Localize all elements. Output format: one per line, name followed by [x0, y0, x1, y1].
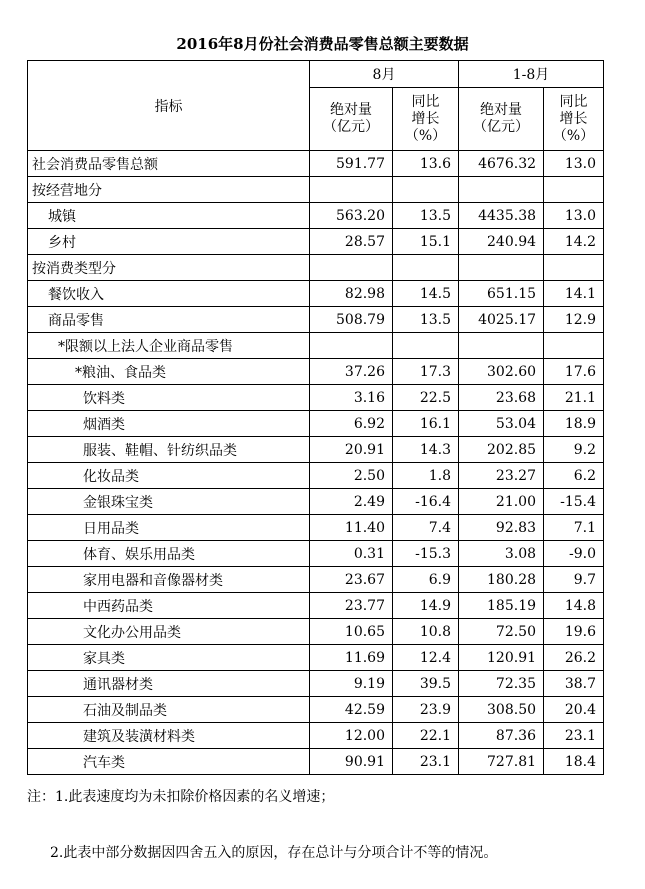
table-row	[28, 671, 604, 697]
janaug-yoy-cell	[544, 177, 604, 203]
janaug-yoy-cell: 13.0	[544, 151, 604, 177]
aug-abs-cell: 82.98	[310, 281, 393, 307]
janaug-abs-cell: 302.60	[459, 359, 544, 385]
aug-yoy-cell: 6.9	[393, 567, 459, 593]
aug-abs-cell	[310, 255, 393, 281]
aug-abs-cell: 23.67	[310, 567, 393, 593]
aug-yoy-cell: 12.4	[393, 645, 459, 671]
janaug-yoy-cell: 20.4	[544, 697, 604, 723]
janaug-abs-cell	[459, 255, 544, 281]
aug-yoy-cell: 14.5	[393, 281, 459, 307]
aug-yoy-cell	[393, 255, 459, 281]
aug-yoy-cell: 13.6	[393, 151, 459, 177]
janaug-yoy-cell: 9.7	[544, 567, 604, 593]
janaug-abs-cell: 21.00	[459, 489, 544, 515]
row-name: 文化办公用品类	[28, 619, 310, 645]
abs-label: 绝对量	[480, 102, 523, 118]
janaug-abs-cell	[459, 177, 544, 203]
yoy-label-2: 增长	[411, 110, 440, 127]
janaug-yoy-cell: 26.2	[544, 645, 604, 671]
row-name: 家具类	[28, 645, 310, 671]
aug-yoy-cell: 22.1	[393, 723, 459, 749]
row-name: 按消费类型分	[28, 255, 310, 281]
table-row	[28, 307, 604, 333]
table-row	[28, 593, 604, 619]
table-row	[28, 359, 604, 385]
yoy-unit: （%）	[404, 127, 447, 144]
aug-yoy-cell	[393, 177, 459, 203]
janaug-abs-cell: 72.50	[459, 619, 544, 645]
janaug-abs-cell: 92.83	[459, 515, 544, 541]
abs-unit: （亿元）	[473, 119, 530, 135]
table-row	[28, 567, 604, 593]
table-row	[28, 411, 604, 437]
row-name: 金银珠宝类	[28, 489, 310, 515]
janaug-yoy-cell: 38.7	[544, 671, 604, 697]
aug-abs-cell: 10.65	[310, 619, 393, 645]
janaug-yoy-cell: 12.9	[544, 307, 604, 333]
row-name: 烟酒类	[28, 411, 310, 437]
indicator-header-label: 指标	[154, 98, 183, 115]
janaug-abs-cell: 651.15	[459, 281, 544, 307]
row-name: 体育、娱乐用品类	[28, 541, 310, 567]
janaug-abs-cell: 4025.17	[459, 307, 544, 333]
table-row	[28, 541, 604, 567]
row-name: 化妆品类	[28, 463, 310, 489]
aug-yoy-cell: 13.5	[393, 203, 459, 229]
abs-unit: （亿元）	[323, 119, 379, 135]
janaug-yoy-cell: 19.6	[544, 619, 604, 645]
aug-abs-cell: 9.19	[310, 671, 393, 697]
aug-abs-cell: 563.20	[310, 203, 393, 229]
janaug-abs-cell: 4435.38	[459, 203, 544, 229]
row-name: 汽车类	[28, 749, 310, 775]
table-row	[28, 619, 604, 645]
aug-yoy-cell: 10.8	[393, 619, 459, 645]
janaug-yoy-cell: 14.2	[544, 229, 604, 255]
table-row	[28, 697, 604, 723]
row-name: *粮油、食品类	[28, 359, 310, 385]
janaug-abs-cell: 727.81	[459, 749, 544, 775]
page-title: 2016年8月份社会消费品零售总额主要数据	[176, 35, 469, 53]
aug-yoy-cell	[393, 333, 459, 359]
aug-abs-cell: 591.77	[310, 151, 393, 177]
janaug-yoy-cell: 9.2	[544, 437, 604, 463]
janaug-yoy-cell	[544, 333, 604, 359]
row-name: *限额以上法人企业商品零售	[28, 333, 310, 359]
janaug-abs-cell: 4676.32	[459, 151, 544, 177]
row-name: 社会消费品零售总额	[28, 151, 310, 177]
table-row	[28, 385, 604, 411]
janaug-abs-cell: 180.28	[459, 567, 544, 593]
janaug-yoy-cell: 18.9	[544, 411, 604, 437]
janaug-yoy-cell: 18.4	[544, 749, 604, 775]
table-row	[28, 177, 604, 203]
aug-abs-cell: 11.40	[310, 515, 393, 541]
janaug-yoy-cell: -15.4	[544, 489, 604, 515]
aug-abs-cell: 12.00	[310, 723, 393, 749]
aug-abs-cell: 28.57	[310, 229, 393, 255]
aug-abs-cell: 42.59	[310, 697, 393, 723]
table-row	[28, 229, 604, 255]
row-name: 城镇	[28, 203, 310, 229]
table-row	[28, 515, 604, 541]
aug-yoy-cell: 7.4	[393, 515, 459, 541]
janaug-abs-cell	[459, 333, 544, 359]
aug-abs-cell	[310, 177, 393, 203]
footnote-2: 2.此表中部分数据因四舍五入的原因，存在总计与分项合计不等的情况。	[50, 845, 498, 861]
janaug-yoy-cell: 6.2	[544, 463, 604, 489]
aug-yoy-cell: 14.3	[393, 437, 459, 463]
aug-header: 8月	[310, 61, 459, 88]
janaug-abs-cell: 202.85	[459, 437, 544, 463]
janaug-abs-cell: 53.04	[459, 411, 544, 437]
aug-abs-cell: 2.49	[310, 489, 393, 515]
janaug-yoy-cell: -9.0	[544, 541, 604, 567]
table-row	[28, 333, 604, 359]
table-row	[28, 645, 604, 671]
table-row	[28, 437, 604, 463]
janaug-yoy-cell	[544, 255, 604, 281]
aug-yoy-cell: 14.9	[393, 593, 459, 619]
table-row	[28, 723, 604, 749]
row-name: 商品零售	[28, 307, 310, 333]
janaug-abs-cell: 240.94	[459, 229, 544, 255]
table-row	[28, 255, 604, 281]
table-row	[28, 281, 604, 307]
aug-abs-cell: 2.50	[310, 463, 393, 489]
aug-yoy-cell: 23.9	[393, 697, 459, 723]
aug-yoy-cell: 39.5	[393, 671, 459, 697]
janaug-yoy-header	[544, 88, 604, 151]
row-name: 家用电器和音像器材类	[28, 567, 310, 593]
janaug-abs-cell: 308.50	[459, 697, 544, 723]
janaug-abs-cell: 185.19	[459, 593, 544, 619]
janaug-yoy-cell: 14.1	[544, 281, 604, 307]
table-row	[28, 151, 604, 177]
row-name: 通讯器材类	[28, 671, 310, 697]
row-name: 石油及制品类	[28, 697, 310, 723]
aug-yoy-cell: 13.5	[393, 307, 459, 333]
jan-aug-header: 1-8月	[459, 61, 604, 88]
footnote-1: 注：1.此表速度均为未扣除价格因素的名义增速；	[27, 789, 335, 805]
retail-sales-table	[27, 60, 604, 775]
row-name: 按经营地分	[28, 177, 310, 203]
yoy-label-1: 同比	[559, 93, 588, 110]
row-name: 日用品类	[28, 515, 310, 541]
janaug-abs-cell: 3.08	[459, 541, 544, 567]
aug-abs-cell: 11.69	[310, 645, 393, 671]
row-name: 中西药品类	[28, 593, 310, 619]
janaug-abs-cell: 72.35	[459, 671, 544, 697]
janaug-yoy-cell: 13.0	[544, 203, 604, 229]
yoy-unit: （%）	[552, 127, 595, 144]
row-name: 饮料类	[28, 385, 310, 411]
aug-abs-cell: 6.92	[310, 411, 393, 437]
janaug-yoy-cell: 17.6	[544, 359, 604, 385]
janaug-abs-header	[459, 88, 544, 151]
abs-label: 绝对量	[330, 102, 372, 118]
aug-abs-cell: 0.31	[310, 541, 393, 567]
aug-abs-cell: 3.16	[310, 385, 393, 411]
aug-yoy-cell: 1.8	[393, 463, 459, 489]
aug-yoy-cell: 17.3	[393, 359, 459, 385]
row-name: 建筑及装潢材料类	[28, 723, 310, 749]
row-name: 餐饮收入	[28, 281, 310, 307]
aug-abs-header	[310, 88, 393, 151]
aug-abs-cell	[310, 333, 393, 359]
aug-yoy-cell: 16.1	[393, 411, 459, 437]
janaug-yoy-cell: 14.8	[544, 593, 604, 619]
aug-yoy-cell: 23.1	[393, 749, 459, 775]
aug-yoy-cell: 15.1	[393, 229, 459, 255]
yoy-label-2: 增长	[559, 110, 588, 127]
janaug-yoy-cell: 21.1	[544, 385, 604, 411]
aug-abs-cell: 20.91	[310, 437, 393, 463]
table-row	[28, 489, 604, 515]
aug-yoy-cell: -15.3	[393, 541, 459, 567]
table-row	[28, 463, 604, 489]
table-row	[28, 749, 604, 775]
janaug-yoy-cell: 7.1	[544, 515, 604, 541]
aug-yoy-header	[393, 88, 459, 151]
janaug-abs-cell: 120.91	[459, 645, 544, 671]
janaug-abs-cell: 23.27	[459, 463, 544, 489]
aug-yoy-cell: -16.4	[393, 489, 459, 515]
aug-abs-cell: 37.26	[310, 359, 393, 385]
janaug-abs-cell: 87.36	[459, 723, 544, 749]
yoy-label-1: 同比	[411, 93, 440, 110]
aug-abs-cell: 90.91	[310, 749, 393, 775]
janaug-yoy-cell: 23.1	[544, 723, 604, 749]
table-row	[28, 203, 604, 229]
janaug-abs-cell: 23.68	[459, 385, 544, 411]
aug-yoy-cell: 22.5	[393, 385, 459, 411]
row-name: 服装、鞋帽、针纺织品类	[28, 437, 310, 463]
aug-abs-cell: 23.77	[310, 593, 393, 619]
row-name: 乡村	[28, 229, 310, 255]
indicator-header	[28, 61, 310, 151]
aug-abs-cell: 508.79	[310, 307, 393, 333]
